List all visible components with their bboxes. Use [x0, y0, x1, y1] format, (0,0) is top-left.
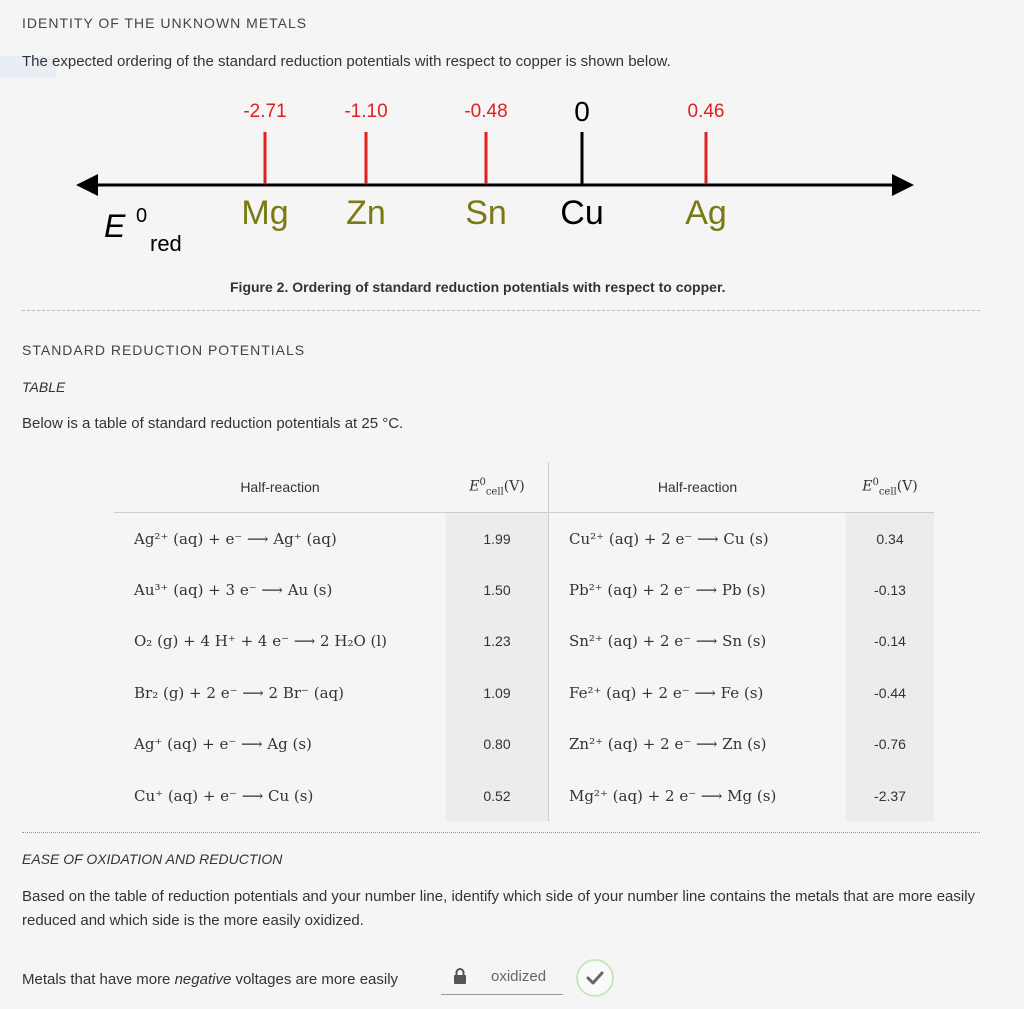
- table-row: [114, 616, 934, 667]
- half-reaction-cell: O₂ (g) + 4 H⁺ + 4 e⁻ ⟶ 2 H₂O (l): [134, 632, 388, 651]
- potential-value-cell: 1.23: [446, 616, 549, 667]
- potential-value-cell: -2.37: [846, 770, 934, 821]
- potential-value-cell: 1.09: [446, 667, 549, 718]
- half-reaction-cell: Fe²⁺ (aq) + 2 e⁻ ⟶ Fe (s): [549, 667, 847, 718]
- half-reaction-cell: Pb²⁺ (aq) + 2 e⁻ ⟶ Pb (s): [549, 564, 847, 615]
- table-intro-text: Below is a table of standard reduction potentials at 25 °C.: [22, 415, 404, 432]
- axis-symbol-E: E: [104, 208, 126, 244]
- section-heading-standard-reduction: STANDARD REDUCTION POTENTIALS: [22, 342, 306, 358]
- col-header-ecell-left: [446, 462, 549, 513]
- element-label: Sn: [465, 194, 507, 232]
- tick-value-label: -1.10: [344, 101, 388, 122]
- answer-dropdown[interactable]: [441, 962, 563, 995]
- table-row: [114, 770, 934, 821]
- answer-sentence: [22, 968, 398, 992]
- half-reaction-cell: Zn²⁺ (aq) + 2 e⁻ ⟶ Zn (s): [549, 719, 847, 770]
- checkmark-icon: [586, 971, 604, 985]
- tick-value-label: 0.46: [687, 101, 725, 122]
- table-row: [114, 513, 934, 565]
- col-header-ecell-right: [846, 462, 934, 513]
- answer-selected-value: oxidized: [491, 968, 547, 985]
- ecell-unit: (V): [503, 478, 525, 495]
- answer-prefix: Metals that have more: [22, 971, 175, 988]
- table-row: [114, 564, 934, 615]
- correct-answer-badge: [576, 959, 614, 997]
- tick-value-label: -0.48: [464, 101, 508, 122]
- table-row: [114, 719, 934, 770]
- left-arrow-head: [76, 174, 98, 196]
- ecell-sub: cell: [485, 486, 504, 498]
- right-arrow-head: [892, 174, 914, 196]
- section-divider: [22, 310, 980, 311]
- tick-value-label: 0: [574, 96, 590, 127]
- potential-value-cell: 1.50: [446, 564, 549, 615]
- potential-value-cell: -0.14: [846, 616, 934, 667]
- reduction-potential-table: [114, 462, 934, 821]
- element-label: Cu: [560, 194, 604, 232]
- half-reaction-cell: Cu⁺ (aq) + e⁻ ⟶ Cu (s): [134, 786, 314, 805]
- potential-value-cell: -0.13: [846, 564, 934, 615]
- half-reaction-cell: Ag⁺ (aq) + e⁻ ⟶ Ag (s): [134, 735, 312, 754]
- axis-superscript: 0: [136, 205, 148, 227]
- element-label: Zn: [346, 194, 386, 232]
- figure-caption: Figure 2. Ordering of standard reduction potentials with respect to copper.: [230, 279, 726, 295]
- potential-value-cell: 0.52: [446, 770, 549, 821]
- table-subheading: TABLE: [22, 379, 66, 395]
- ecell-sub: cell: [878, 486, 897, 498]
- section-divider: [22, 832, 980, 833]
- half-reaction-cell: Br₂ (g) + 2 e⁻ ⟶ 2 Br⁻ (aq): [134, 683, 344, 702]
- col-header-half-reaction-right: Half-reaction: [549, 462, 847, 513]
- element-label: Ag: [685, 194, 727, 232]
- ecell-symbol: E: [862, 478, 873, 495]
- ecell-sup: 0: [479, 476, 486, 488]
- lock-icon: [453, 968, 467, 984]
- potential-value-cell: 0.80: [446, 719, 549, 770]
- half-reaction-cell: Sn²⁺ (aq) + 2 e⁻ ⟶ Sn (s): [549, 616, 847, 667]
- table-row: [114, 667, 934, 718]
- section-heading-identity: IDENTITY OF THE UNKNOWN METALS: [22, 15, 308, 31]
- half-reaction-cell: Ag²⁺ (aq) + e⁻ ⟶ Ag⁺ (aq): [134, 529, 337, 548]
- ecell-symbol: E: [469, 478, 480, 495]
- section-heading-ease: EASE OF OXIDATION AND REDUCTION: [22, 851, 283, 867]
- answer-emphasis: negative: [174, 971, 232, 988]
- element-label: Mg: [241, 194, 289, 232]
- ecell-sup: 0: [872, 476, 879, 488]
- col-header-half-reaction-left: Half-reaction: [114, 462, 446, 513]
- reduction-potential-table-wrap: [114, 462, 934, 821]
- potential-value-cell: 0.34: [846, 513, 934, 565]
- potential-value-cell: -0.44: [846, 667, 934, 718]
- ecell-unit: (V): [896, 478, 918, 495]
- question-prompt: Based on the table of reduction potentials and your number line, identify which side of your number line contains the metals that are more easily reduced and which side is the more easily oxidized.: [22, 888, 976, 929]
- figure-intro-text: The expected ordering of the standard reduction potentials with respect to copper is shown below.: [22, 53, 671, 70]
- number-line-figure: [0, 90, 1024, 270]
- axis-subscript: red: [150, 231, 182, 256]
- tick-value-label: -2.71: [243, 101, 287, 122]
- number-line-ticks: [241, 96, 726, 232]
- potential-value-cell: 1.99: [446, 513, 549, 565]
- half-reaction-cell: Au³⁺ (aq) + 3 e⁻ ⟶ Au (s): [134, 581, 333, 600]
- half-reaction-cell: Mg²⁺ (aq) + 2 e⁻ ⟶ Mg (s): [549, 770, 847, 821]
- potential-value-cell: -0.76: [846, 719, 934, 770]
- half-reaction-cell: Cu²⁺ (aq) + 2 e⁻ ⟶ Cu (s): [549, 513, 847, 565]
- answer-suffix: voltages are more easily: [231, 971, 399, 988]
